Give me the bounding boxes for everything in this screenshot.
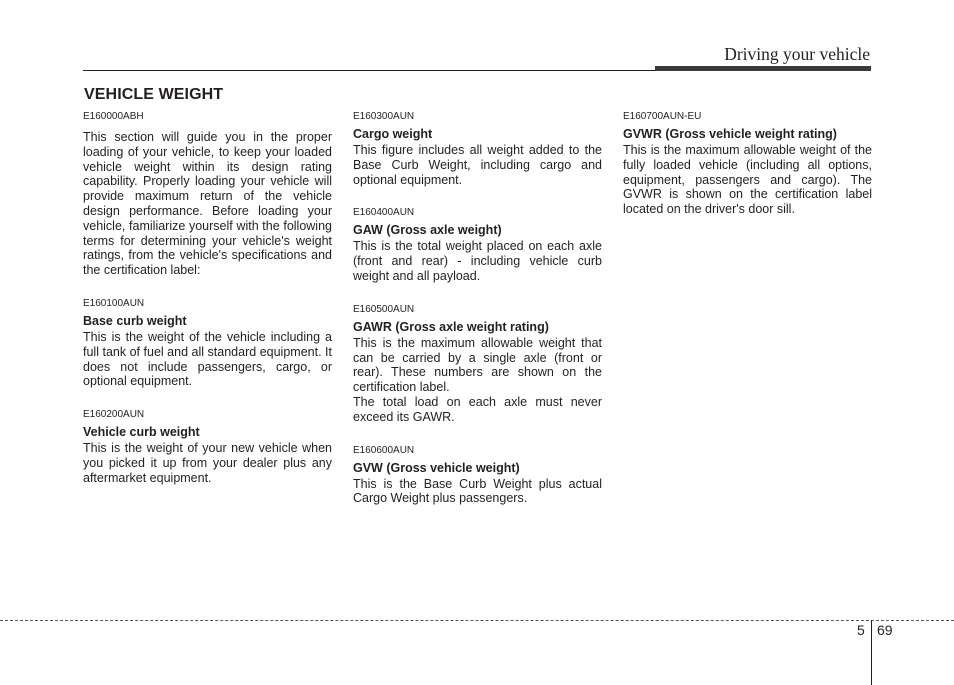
term-definition: This is the total weight placed on each axle (front and rear) - including vehicle curb weight and all payload.	[353, 239, 602, 283]
section-heading: VEHICLE WEIGHT	[84, 86, 224, 103]
term-heading: GAWR (Gross axle weight rating)	[353, 319, 549, 334]
term-heading: Cargo weight	[353, 127, 433, 141]
section-code: E160500AUN	[353, 303, 415, 315]
page-number: 69	[877, 622, 893, 638]
section-code: E160600AUN	[353, 444, 415, 456]
term-definition: This is the maximum allowable weight of the fully loaded vehicle (including all options, equipment, passengers and cargo). The GVWR is shown on the certification label located on the driver's door sill.	[623, 143, 872, 217]
term-definition: This is the weight of the vehicle including a full tank of fuel and all standard equipment. It does not include passengers, cargo, or optional equipment.	[83, 329, 332, 389]
content-block	[353, 207, 602, 283]
section-code: E160300AUN	[353, 111, 415, 122]
content-block	[353, 111, 602, 187]
chapter-number: 5	[857, 622, 865, 638]
term-definition: The total load on each axle must never exceed its GAWR.	[353, 394, 602, 424]
term-definition: This is the Base Curb Weight plus actual Cargo Weight plus passengers.	[353, 476, 602, 506]
section-code: E160700AUN-EU	[623, 111, 702, 122]
term-heading: Base curb weight	[83, 313, 187, 328]
section-code: E160000ABH	[83, 111, 144, 122]
header-accent-bar	[655, 66, 871, 71]
term-heading: Vehicle curb weight	[83, 425, 200, 440]
section-code: E160100AUN	[83, 297, 145, 309]
content-block	[83, 111, 332, 278]
term-definition: This figure includes all weight added to the Base Curb Weight, including cargo and optional equipment.	[353, 143, 602, 187]
footer-divider	[871, 620, 872, 685]
term-heading: GVWR (Gross vehicle weight rating)	[623, 127, 837, 141]
content-block	[353, 445, 602, 507]
term-heading: GAW (Gross axle weight)	[353, 223, 502, 238]
term-definition: This is the weight of your new vehicle when you picked it up from your dealer plus any aftermarket equipment.	[83, 441, 332, 485]
content-block	[353, 304, 602, 425]
column-3	[623, 111, 872, 237]
content-block	[83, 409, 332, 485]
section-code: E160200AUN	[83, 409, 145, 421]
term-definition: This is the maximum allowable weight that can be carried by a single axle (front or rear). These numbers are shown on the certification label.	[353, 335, 602, 395]
column-1	[83, 111, 332, 506]
section-code: E160400AUN	[353, 207, 415, 219]
intro-paragraph: This section will guide you in the proper loading of your vehicle, to keep your loaded vehicle weight within its design rating capability. Properly loading your vehicle will provide maximum return of the vehicle design performance. Before loading your vehicle, familiarize yourself with the following terms for determining your vehicle's weight ratings, from the vehicle's specifications and the certification label:	[83, 130, 332, 278]
content-block	[623, 111, 872, 217]
footer-dashed-rule	[0, 620, 954, 621]
content-block	[83, 298, 332, 389]
term-heading: GVW (Gross vehicle weight)	[353, 460, 520, 475]
column-2	[353, 111, 602, 526]
header-title: Driving your vehicle	[724, 44, 870, 64]
